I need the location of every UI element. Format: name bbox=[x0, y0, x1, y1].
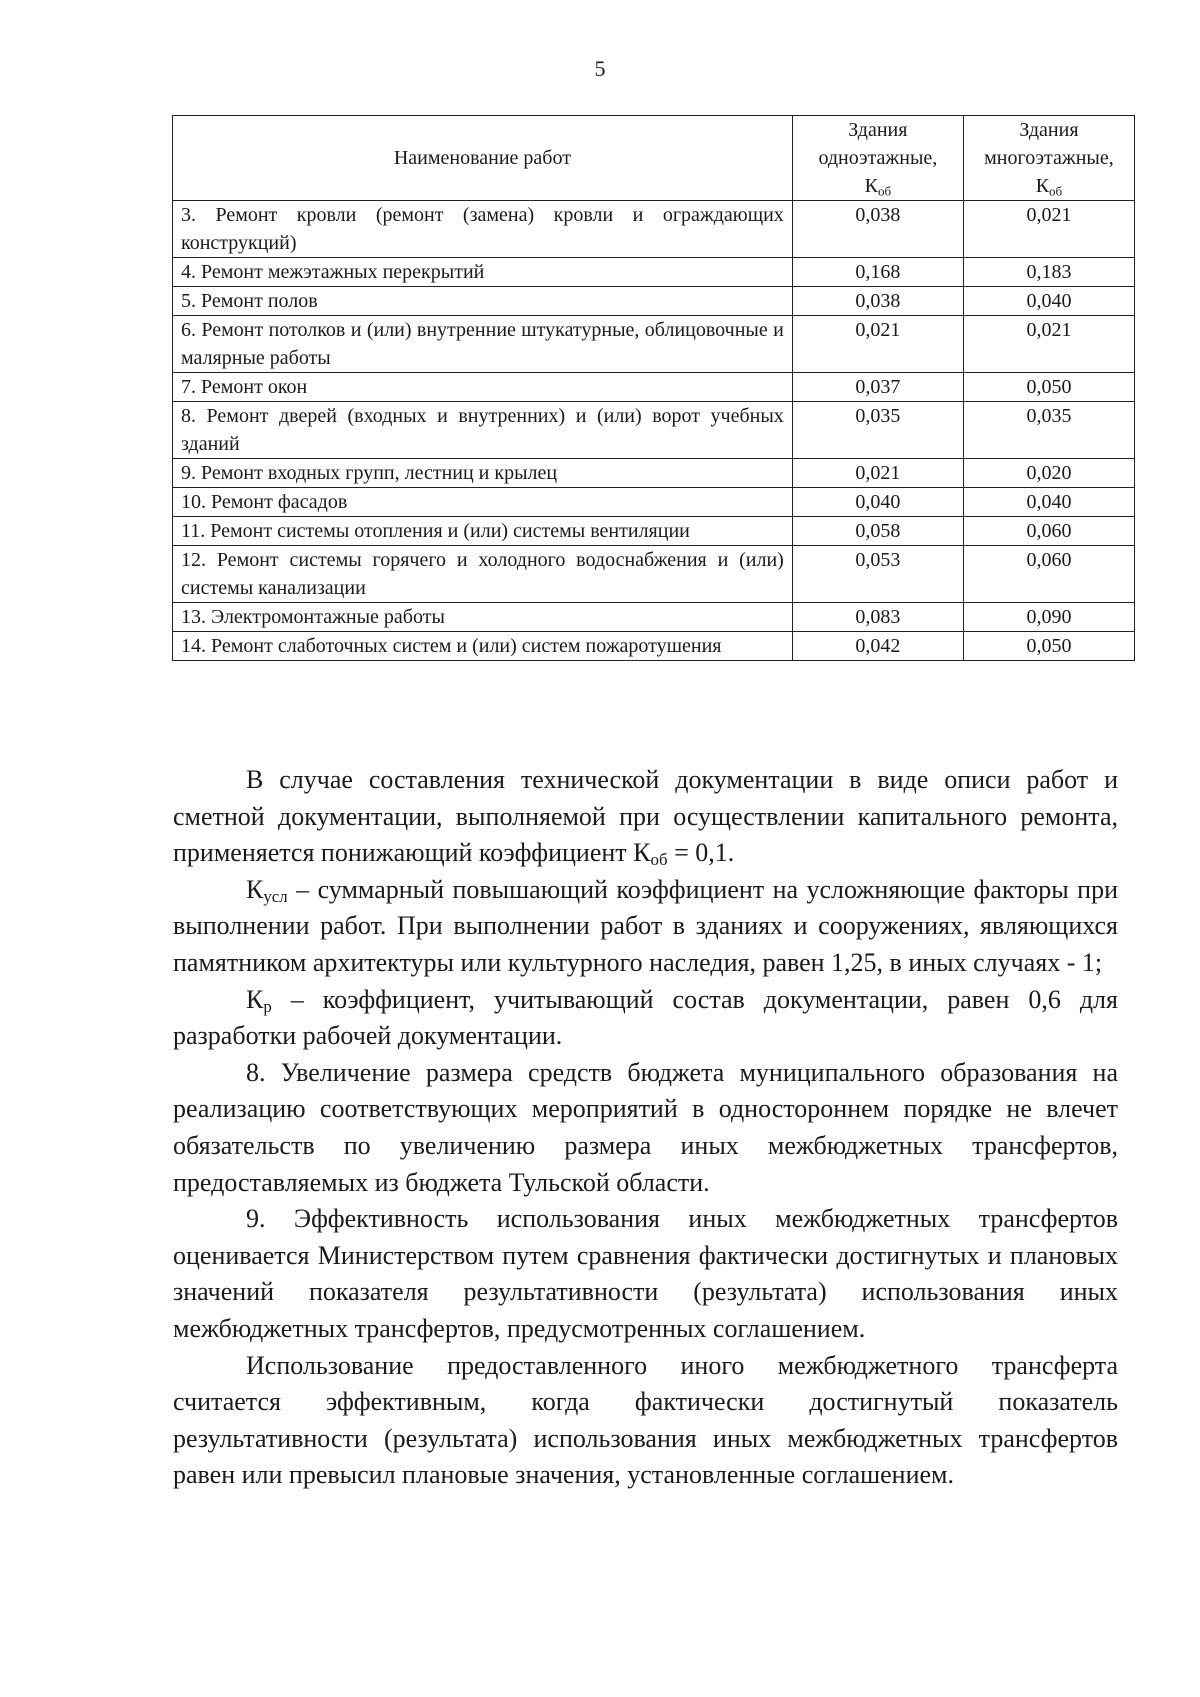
work-name: 9. Ремонт входных групп, лестниц и крылец bbox=[173, 459, 793, 488]
coefficient-subscript: р bbox=[263, 996, 272, 1016]
paragraph-text: – коэффициент, учитывающий состав документации, равен 0,6 для разработки рабочей документации. bbox=[173, 984, 1118, 1051]
single-storey-value: 0,035 bbox=[792, 402, 963, 459]
single-storey-value: 0,083 bbox=[792, 603, 963, 632]
single-storey-value: 0,053 bbox=[792, 546, 963, 603]
header-single-line1: Здания bbox=[848, 119, 908, 141]
single-storey-value: 0,038 bbox=[792, 287, 963, 316]
paragraph-text: – суммарный повышающий коэффициент на усложняющие факторы при выполнении работ. При выполнении работ в зданиях и сооружениях, являющихся памятником архитектуры или культурного наследия, равен 1,25, в иных случаях - 1; bbox=[173, 874, 1118, 977]
multi-storey-value: 0,040 bbox=[963, 287, 1134, 316]
work-name: 13. Электромонтажные работы bbox=[173, 603, 793, 632]
paragraph-item-9: 9. Эффективность использования иных межбюджетных трансфертов оценивается Министерством путем сравнения фактически достигнутых и плановых значений показателя результативности (результата) использования иных межбюджетных трансфертов, предусмотренных соглашением. bbox=[173, 1204, 1118, 1343]
work-name: 5. Ремонт полов bbox=[173, 287, 793, 316]
multi-storey-value: 0,050 bbox=[963, 373, 1134, 402]
multi-storey-value: 0,050 bbox=[963, 632, 1134, 661]
coefficient-subscript: усл bbox=[263, 887, 288, 906]
work-name: 3. Ремонт кровли (ремонт (замена) кровли и ограждающих конструкций) bbox=[173, 201, 793, 258]
header-single-coef: К bbox=[864, 175, 878, 197]
table-row bbox=[173, 459, 1135, 488]
multi-storey-value: 0,040 bbox=[963, 488, 1134, 517]
multi-storey-value: 0,060 bbox=[963, 546, 1134, 603]
multi-storey-value: 0,060 bbox=[963, 517, 1134, 546]
paragraph-k-usl bbox=[173, 872, 1118, 982]
table-row bbox=[173, 373, 1135, 402]
header-single-coef-sub: об bbox=[877, 183, 892, 199]
single-storey-value: 0,042 bbox=[792, 632, 963, 661]
header-multi-line1: Здания bbox=[1019, 119, 1079, 141]
table-row bbox=[173, 488, 1135, 517]
work-name: 11. Ремонт системы отопления и (или) системы вентиляции bbox=[173, 517, 793, 546]
coefficient-symbol: К bbox=[246, 874, 264, 904]
work-name: 7. Ремонт окон bbox=[173, 373, 793, 402]
header-multi-storey bbox=[963, 116, 1134, 201]
work-name: 4. Ремонт межэтажных перекрытий bbox=[173, 258, 793, 287]
header-multi-coef-sub: об bbox=[1049, 183, 1063, 199]
multi-storey-value: 0,021 bbox=[963, 316, 1134, 373]
header-single-storey bbox=[792, 116, 963, 201]
table-row bbox=[173, 201, 1135, 258]
body-text bbox=[173, 762, 1118, 1494]
coefficients-table bbox=[172, 115, 1135, 661]
table-row bbox=[173, 632, 1135, 661]
header-multi-line2: многоэтажные, bbox=[984, 147, 1114, 169]
table-header-row bbox=[173, 116, 1135, 201]
paragraph-item-8: 8. Увеличение размера средств бюджета муниципального образования на реализацию соответствующих мероприятий в одностороннем порядке не влечет обязательств по увеличению размера иных межбюджетных трансфертов, предоставляемых из бюджета Тульской области. bbox=[173, 1057, 1118, 1197]
single-storey-value: 0,058 bbox=[792, 517, 963, 546]
single-storey-value: 0,021 bbox=[792, 316, 963, 373]
multi-storey-value: 0,021 bbox=[963, 201, 1134, 258]
single-storey-value: 0,168 bbox=[792, 258, 963, 287]
table-row bbox=[173, 258, 1135, 287]
header-single-line2: одноэтажные, bbox=[818, 147, 938, 169]
header-work-name: Наименование работ bbox=[173, 116, 793, 201]
table-row bbox=[173, 402, 1135, 459]
work-name: 10. Ремонт фасадов bbox=[173, 488, 793, 517]
header-multi-coef: К bbox=[1035, 175, 1050, 197]
paragraph-reducing-coefficient bbox=[173, 762, 1118, 872]
single-storey-value: 0,021 bbox=[792, 459, 963, 488]
coefficient-symbol: К bbox=[246, 984, 264, 1014]
table-row bbox=[173, 517, 1135, 546]
paragraph-text: = 0,1. bbox=[667, 838, 735, 868]
paragraph-k-r bbox=[173, 982, 1118, 1055]
multi-storey-value: 0,035 bbox=[963, 402, 1134, 459]
paragraph-effectiveness: Использование предоставленного иного межбюджетного трансферта считается эффективным, когда фактически достигнутый показатель результативности (результата) использования иных межбюджетных трансфертов равен или превысил плановые значения, установленные соглашением. bbox=[173, 1350, 1118, 1490]
coefficient-subscript: об bbox=[650, 850, 668, 870]
table-row bbox=[173, 287, 1135, 316]
work-name: 6. Ремонт потолков и (или) внутренние штукатурные, облицовочные и малярные работы bbox=[173, 316, 793, 373]
work-name: 14. Ремонт слаботочных систем и (или) систем пожаротушения bbox=[173, 632, 793, 661]
single-storey-value: 0,038 bbox=[792, 201, 963, 258]
page-number: 5 bbox=[594, 56, 606, 81]
work-name: 8. Ремонт дверей (входных и внутренних) и (или) ворот учебных зданий bbox=[173, 402, 793, 459]
single-storey-value: 0,040 bbox=[792, 488, 963, 517]
single-storey-value: 0,037 bbox=[792, 373, 963, 402]
work-name: 12. Ремонт системы горячего и холодного водоснабжения и (или) системы канализации bbox=[173, 546, 793, 603]
multi-storey-value: 0,183 bbox=[963, 258, 1134, 287]
table-row bbox=[173, 316, 1135, 373]
multi-storey-value: 0,090 bbox=[963, 603, 1134, 632]
table-row bbox=[173, 546, 1135, 603]
multi-storey-value: 0,020 bbox=[963, 459, 1134, 488]
table-row bbox=[173, 603, 1135, 632]
paragraph-text: В случае составления технической документации в виде описи работ и сметной документации, выполняемой при осуществлении капитального ремонта, применяется понижающий коэффициент К bbox=[173, 765, 1118, 868]
